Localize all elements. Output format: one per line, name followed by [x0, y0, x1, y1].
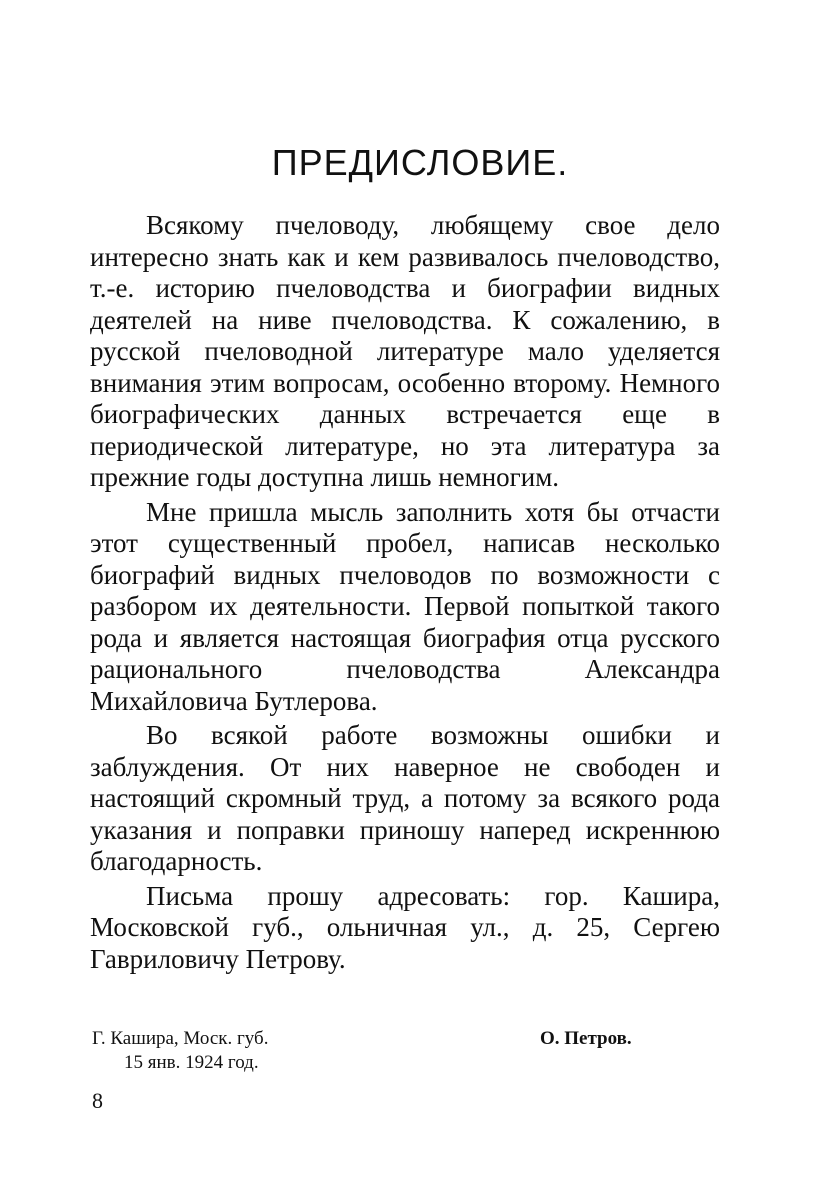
signature-place: Г. Кашира, Моск. губ. [92, 1028, 269, 1049]
signature-date: 15 янв. 1924 год. [124, 1052, 259, 1073]
page-title: ПРЕДИСЛОВИЕ. [271, 142, 569, 183]
signature-author: О. Петров. [540, 1028, 632, 1049]
paragraph-2: Мне пришла мысль заполнить хотя бы отчасти этот существенный пробел, написав несколько биографий видных пчеловодов по возможности с разбором их деятельности. Первой попыткой такого рода и является настоящая биография отца русского рационального пчеловодства Александра Михайловича Бутлерова. [90, 496, 720, 716]
paragraph-4: Письма прошу адресовать: гор. Кашира, Московской губ., ольничная ул., д. 25, Сергею Гавриловичу Петрову. [90, 880, 720, 974]
page-number: 8 [92, 1088, 103, 1113]
paragraph-3: Во всякой работе возможны ошибки и заблуждения. От них наверное не свободен и настоящий скромный труд, а потому за всякого рода указания и поправки приношу наперед искреннюю благодарность. [90, 720, 720, 876]
preface-body [90, 210, 720, 978]
paragraph-1: Всякому пчеловоду, любящему свое дело интересно знать как и кем развивалось пчеловодство, т.-е. историю пчеловодства и биографии видных деятелей на ниве пчеловодства. К сожалению, в русской пчеловодной литературе мало уделяется внимания этим вопросам, особенно второму. Немного биографических данных встречается еще в периодической литературе, но эта литература за прежние годы доступна лишь немногим. [90, 210, 720, 492]
